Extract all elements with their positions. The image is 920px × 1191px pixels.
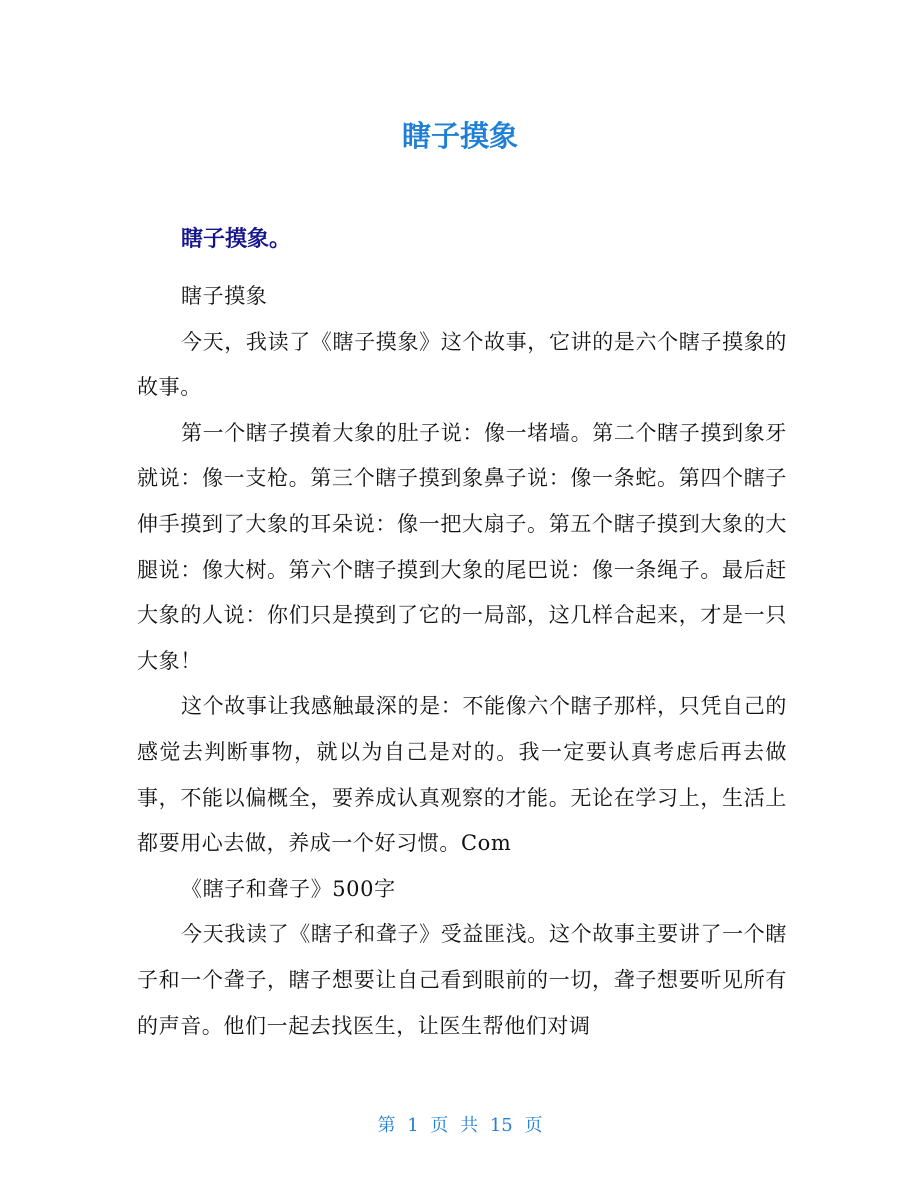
paragraph-second-title: 《瞎子和聋子》500字 [181,876,396,901]
body-text [137,274,787,1049]
paragraph-reflection: 这个故事让我感触最深的是：不能像六个瞎子那样，只凭自己的感觉去判断事物，就以为自己是对的。我一定要认真考虑后再去做事，不能以偏概全，要养成认真观察的才能。无论在学习上，生活上都要用心去做，养成一个好习惯。Com [137,694,787,856]
paragraph-second-story: 今天我读了《瞎子和聋子》受益匪浅。这个故事主要讲了一个瞎子和一个聋子，瞎子想要让自己看到眼前的一切，聋子想要听见所有的声音。他们一起去找医生，让医生帮他们对调 [137,922,787,1038]
section-heading: 瞎子摸象。 [181,227,292,252]
paragraph-subtitle: 瞎子摸象 [181,284,268,308]
page-number-footer: 第 1 页 共 15 页 [377,1115,543,1136]
paragraph-intro: 今天，我读了《瞎子摸象》这个故事，它讲的是六个瞎子摸象的故事。 [137,329,787,400]
paragraph-story: 第一个瞎子摸着大象的肚子说：像一堵墙。第二个瞎子摸到象牙就说：像一支枪。第三个瞎子摸到象鼻子说：像一条蛇。第四个瞎子伸手摸到了大象的耳朵说：像一把大扇子。第五个瞎子摸到大象的大腿说：像大树。第六个瞎子摸到大象的尾巴说：像一条绳子。最后赶大象的人说：你们只是摸到了它的一局部，这几样合起来，才是一只大象！ [137,420,787,673]
document-title: 瞎子摸象 [401,119,518,153]
